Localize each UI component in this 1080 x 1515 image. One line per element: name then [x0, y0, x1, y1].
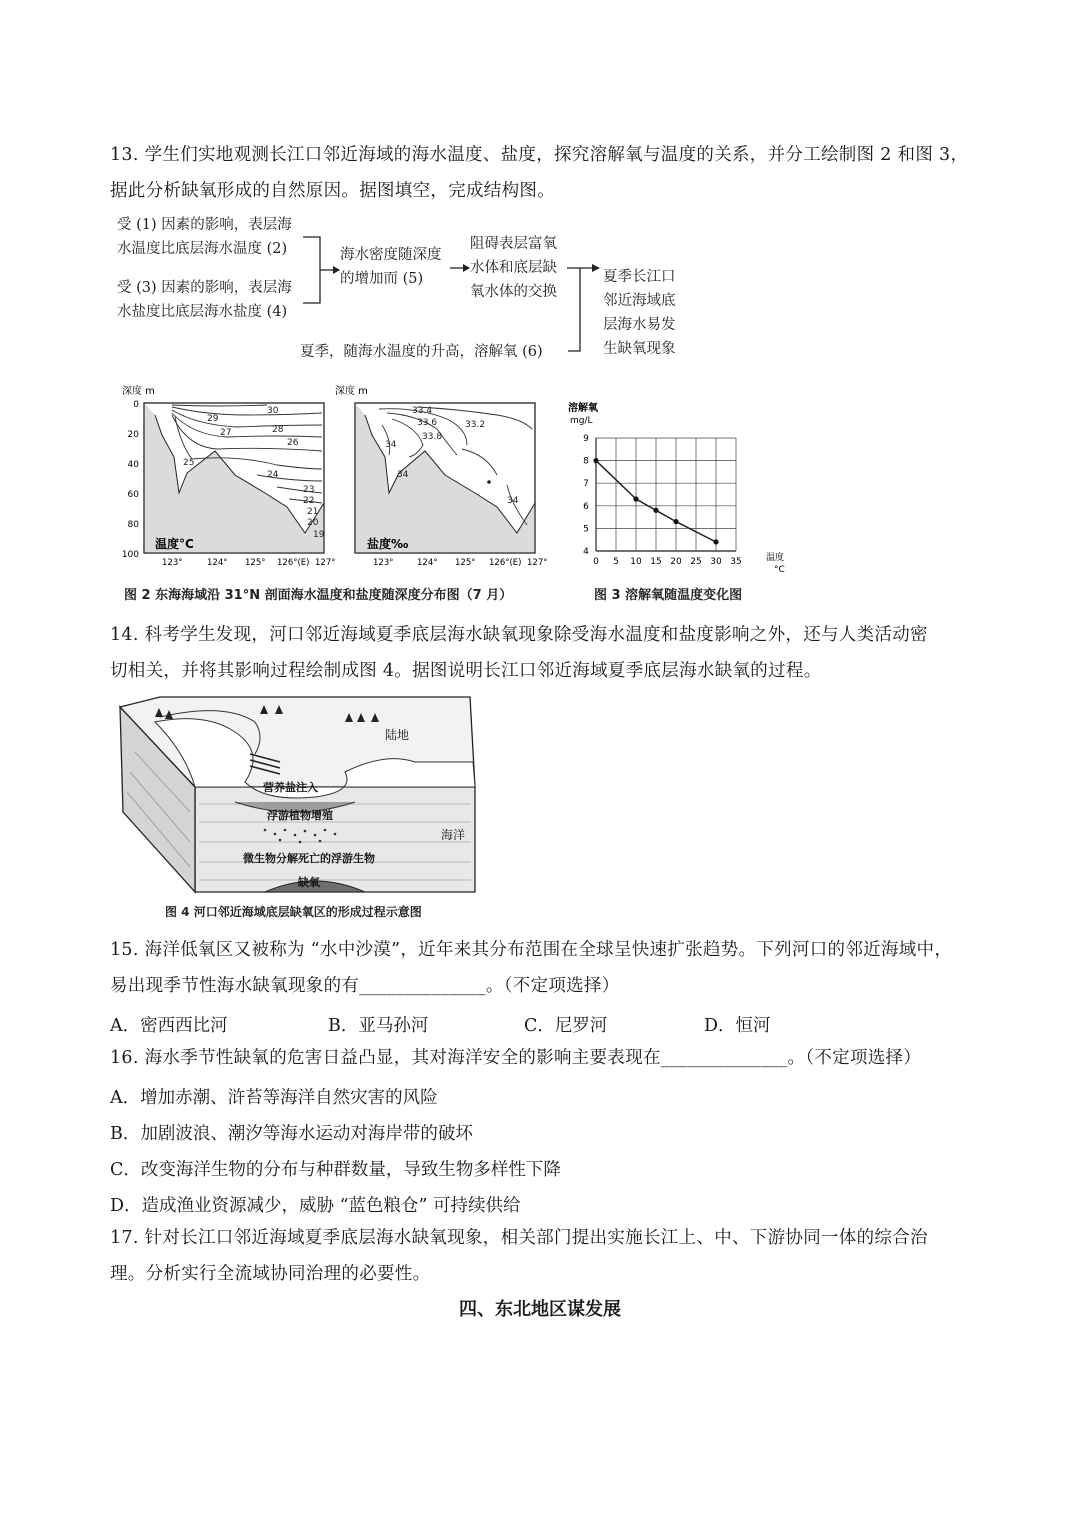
flow-box-density: 海水密度随深度 的增加而 (5)	[340, 247, 442, 287]
x-tick: 123°	[162, 558, 183, 568]
y-tick: 20	[127, 430, 139, 440]
y-tick: 80	[127, 520, 139, 530]
y-tick-label: 7	[583, 479, 589, 490]
x-tick: 125°	[245, 558, 266, 568]
x-tick-label: 35	[730, 557, 742, 567]
q15-option-d[interactable]: D．恒河	[704, 1016, 771, 1036]
chart-data-point	[653, 508, 658, 513]
q14-line2: 切相关，并将其影响过程绘制成图 4。据图说明长江口邻近海域夏季底层海水缺氧的过程。	[110, 661, 822, 681]
temp-panel-label: 温度°C	[155, 537, 194, 551]
temp-isoline-label: 27	[220, 428, 232, 438]
chart-yunit: mg/L	[570, 416, 593, 426]
fig4-phyto-label: 浮游植物增殖	[267, 809, 333, 822]
temp-isoline-label: 25	[183, 458, 195, 468]
chart-xlabel: 温度	[766, 553, 785, 563]
temp-isoline-label: 21	[307, 507, 319, 517]
flow-box-result: 夏季长江口 邻近海域底 层海水易发 生缺氧现象	[603, 269, 676, 357]
question-14	[110, 617, 980, 689]
flow-arrows	[0, 0, 1080, 380]
salinity-isoline-label: 34	[397, 470, 409, 480]
chart-xunit: °C	[774, 565, 785, 575]
y-tick-label: 4	[583, 547, 589, 557]
y-tick-label: 6	[583, 501, 589, 512]
chart-ylabel: 溶解氧	[568, 403, 598, 414]
x-tick: 124°	[417, 558, 438, 568]
x-tick-label: 30	[710, 557, 722, 567]
x-tick-label: 15	[650, 557, 662, 567]
salinity-isoline-label: 34	[507, 496, 519, 506]
section-title: 四、东北地区谋发展	[459, 1299, 621, 1320]
x-tick: 125°	[455, 558, 476, 568]
temp-isoline-label: 26	[287, 438, 299, 448]
x-tick-label: 20	[670, 557, 682, 567]
q15-option-c[interactable]: C．尼罗河	[524, 1016, 608, 1036]
depth-label: 深度 m	[335, 386, 368, 397]
fig4-microbe-label: 微生物分解死亡的浮游生物	[243, 852, 375, 865]
q16-option-a[interactable]: A．增加赤潮、浒苔等海洋自然灾害的风险	[110, 1088, 438, 1108]
chart-grid	[596, 438, 736, 551]
flow-box-oxygen: 夏季，随海水温度的升高，溶解氧 (6)	[300, 344, 543, 360]
temp-isoline-label: 23	[303, 485, 315, 495]
x-tick-label: 10	[630, 557, 642, 567]
y-tick: 0	[133, 400, 139, 410]
fig4-nutrients-label: 营养盐注入	[263, 781, 318, 794]
temp-isoline-label: 30	[267, 406, 279, 416]
x-tick: 127°	[527, 558, 547, 568]
temperature-panel	[122, 385, 336, 568]
q15-option-a[interactable]: A．密西西比河	[110, 1016, 228, 1036]
flow-box-salinity: 受 (3) 因素的影响，表层海 水盐度比底层海水盐度 (4)	[117, 280, 292, 320]
x-tick-label: 25	[690, 557, 702, 567]
q16-option-c[interactable]: C．改变海洋生物的分布与种群数量，导致生物多样性下降	[110, 1160, 561, 1180]
q13-line2: 据此分析缺氧形成的自然原因。据图填空，完成结构图。	[110, 181, 555, 201]
salinity-isoline-label: 34	[385, 440, 397, 450]
chart-data-point	[633, 496, 638, 501]
x-tick-label: 0	[593, 557, 599, 567]
y-tick: 60	[127, 490, 139, 500]
y-tick-label: 9	[583, 434, 589, 444]
q15-line2: 易出现季节性海水缺氧现象的有______________。（不定项选择）	[110, 976, 620, 996]
salinity-isoline-label: 33.8	[422, 432, 443, 442]
temp-isoline-label: 29	[207, 414, 219, 424]
question-17	[110, 1220, 980, 1292]
figure-2-caption: 图 2 东海海域沿 31°N 剖面海水温度和盐度随深度分布图（7 月）	[124, 588, 513, 603]
q16-option-b[interactable]: B．加剧波浪、潮汐等海水运动对海岸带的破坏	[110, 1124, 473, 1144]
flow-box-block: 阻碍表层富氧 水体和底层缺 氧水体的交换	[470, 236, 557, 300]
salinity-panel-label: 盐度‰	[367, 537, 409, 551]
fig4-land-label: 陆地	[385, 728, 410, 742]
figure-2-sections	[117, 385, 547, 575]
depth-label: 深度 m	[122, 386, 155, 397]
x-tick: 124°	[207, 558, 228, 568]
flow-box-temperature: 受 (1) 因素的影响，表层海 水温度比底层海水温度 (2)	[117, 217, 292, 257]
q15-option-b[interactable]: B．亚马孙河	[328, 1016, 429, 1036]
figure-3-chart	[560, 398, 790, 588]
q17-line1: 17. 针对长江口邻近海域夏季底层海水缺氧现象，相关部门提出实施长江上、中、下游协同一体的综合治	[110, 1228, 928, 1248]
question-15	[110, 932, 980, 1004]
y-tick-label: 5	[583, 524, 589, 535]
y-tick: 100	[121, 550, 139, 560]
salinity-panel	[335, 385, 547, 568]
temp-isoline-label: 20	[307, 518, 319, 528]
salinity-isoline-label: 33.2	[465, 420, 486, 430]
x-tick: 126°(E)	[277, 558, 310, 568]
fig4-anoxia-label: 缺氧	[298, 876, 320, 889]
chart-ticks	[583, 434, 742, 567]
x-tick: 126°(E)	[489, 558, 522, 568]
figure-4-diagram	[115, 692, 495, 902]
question-16	[110, 1040, 980, 1076]
temp-isoline-label: 28	[272, 425, 284, 435]
temp-isoline-label: 22	[303, 496, 315, 506]
chart-data-point	[713, 539, 718, 544]
q14-line1: 14. 科考学生发现，河口邻近海域夏季底层海水缺氧现象除受海水温度和盐度影响之外，还与人类活动密	[110, 625, 928, 645]
temp-isoline-label: 19	[313, 530, 325, 540]
salinity-isoline-label: 33.4	[412, 406, 433, 416]
x-tick-label: 5	[613, 557, 619, 567]
figure-4-caption: 图 4 河口邻近海域底层缺氧区的形成过程示意图	[165, 905, 422, 919]
salinity-isoline-label: 33.6	[417, 418, 438, 428]
y-tick-label: 8	[583, 456, 589, 467]
figure-3-caption: 图 3 溶解氧随温度变化图	[594, 588, 743, 603]
q16-line1: 16. 海水季节性缺氧的危害日益凸显，其对海洋安全的影响主要表现在______________。（不定项选择）	[110, 1048, 922, 1068]
q15-line1: 15. 海洋低氧区又被称为 “水中沙漠”，近年来其分布范围在全球呈快速扩张趋势。下列河口的邻近海域中，	[110, 940, 953, 960]
q15-options	[110, 1012, 980, 1036]
q13-line1: 13. 学生们实地观测长江口邻近海域的海水温度、盐度，探究溶解氧与温度的关系，并分工绘制图 2 和图 3，	[110, 145, 969, 165]
fig4-ocean-label: 海洋	[441, 828, 466, 842]
y-tick: 40	[127, 460, 139, 470]
q16-option-d[interactable]: D．造成渔业资源减少，威胁 “蓝色粮仓” 可持续供给	[110, 1196, 521, 1216]
chart-data-point	[593, 458, 598, 463]
x-tick: 123°	[373, 558, 394, 568]
chart-data-point	[673, 519, 678, 524]
temp-isoline-label: 24	[267, 470, 279, 480]
x-tick: 127°	[315, 558, 336, 568]
q17-line2: 理。分析实行全流域协同治理的必要性。	[110, 1264, 431, 1284]
